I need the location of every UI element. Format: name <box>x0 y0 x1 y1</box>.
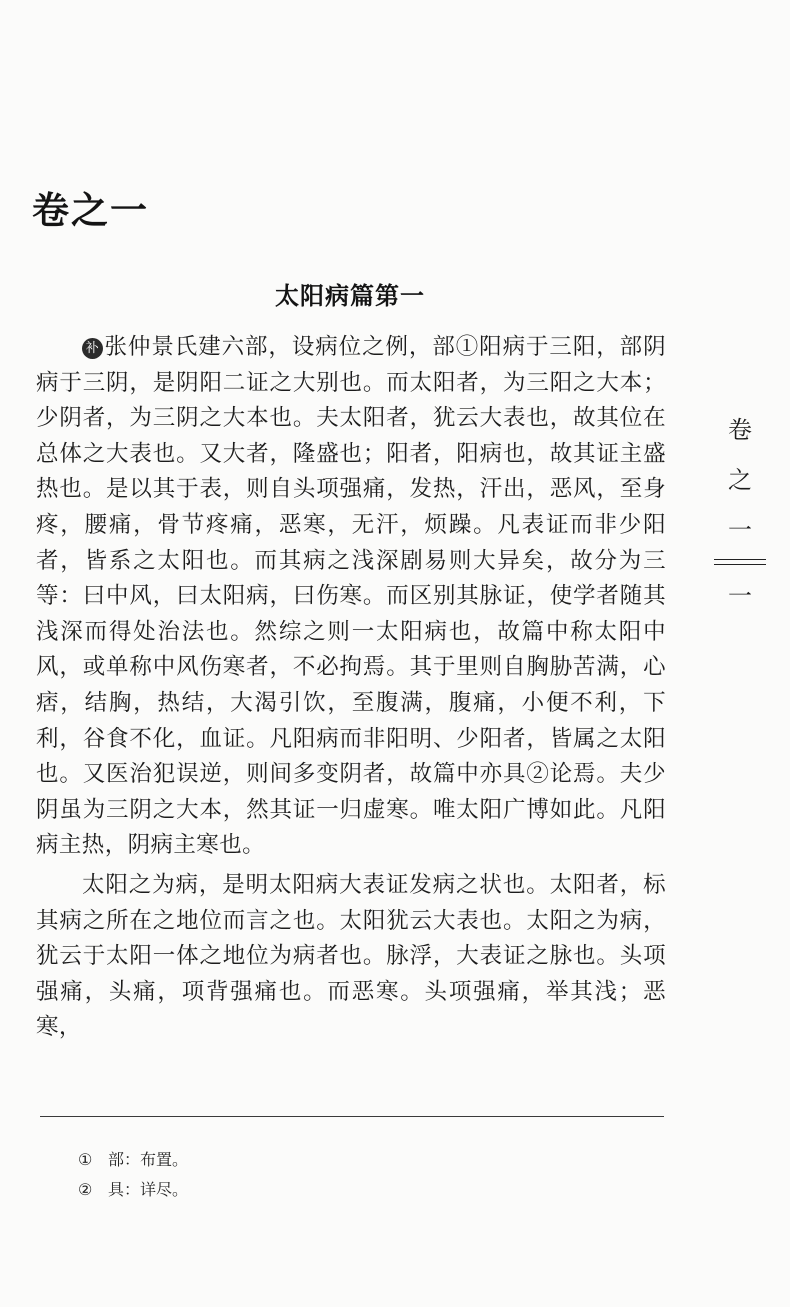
side-label-char-1: 卷 <box>728 416 752 444</box>
paragraph-2: 太阳之为病，是明太阳病大表证发病之状也。太阳者，标其病之所在之地位而言之也。太阳犹云大表也。太阳之为病，犹云于太阳一体之地位为病者也。脉浮，大表证之脉也。头项强痛，头痛，项背强痛也。而恶寒。头项强痛，举其浅；恶寒， <box>36 871 666 1041</box>
bu-marker-icon: 补 <box>82 338 103 359</box>
side-running-header <box>712 405 768 621</box>
chapter-title: 太阳病篇第一 <box>275 282 425 310</box>
footnotes <box>78 1145 188 1205</box>
page-number: 一 <box>728 582 752 610</box>
side-double-rule <box>714 559 766 565</box>
footnote-2-text: 具：详尽。 <box>108 1180 189 1199</box>
main-text <box>36 330 666 1046</box>
footnote-1-text: 部：布置。 <box>108 1150 189 1169</box>
footnote-2 <box>78 1175 188 1205</box>
footnote-1-number: ① <box>78 1150 93 1169</box>
footnote-1 <box>78 1145 188 1175</box>
volume-title: 卷之一 <box>32 189 149 232</box>
footnote-divider <box>40 1116 664 1117</box>
footnote-2-number: ② <box>78 1180 93 1199</box>
side-label-char-2: 之 <box>728 466 752 494</box>
paragraph-1-text: 张仲景氏建六部，设病位之例，部①阳病于三阳，部阴病于三阴，是阴阳二证之大别也。而太阳者，为三阳之大本；少阴者，为三阴之大本也。夫太阳者，犹云大表也，故其位在总体之大表也。又大者，隆盛也；阳者，阳病也，故其证主盛热也。是以其于表，则自头项强痛，发热，汗出，恶风，至身疼，腰痛，骨节疼痛，恶寒，无汗，烦躁。凡表证而非少阳者，皆系之太阳也。而其病之浅深剧易则大异矣，故分为三等：曰中风，曰太阳病，曰伤寒。而区别其脉证，使学者随其浅深而得处治法也。然综之则一太阳病也，故篇中称太阳中风，或单称中风伤寒者，不必拘焉。其于里则自胸胁苦满，心痞，结胸，热结，大渴引饮，至腹满，腹痛，小便不利，下利，谷食不化，血证。凡阳病而非阳明、少阳者，皆属之太阳也。又医治犯误逆，则间多变阴者，故篇中亦具②论焉。夫少阴虽为三阴之大本，然其证一归虚寒。唯太阳广博如此。凡阳病主热，阴病主寒也。 <box>36 334 666 859</box>
side-label-char-3: 一 <box>728 516 752 544</box>
paragraph-1 <box>36 330 666 864</box>
